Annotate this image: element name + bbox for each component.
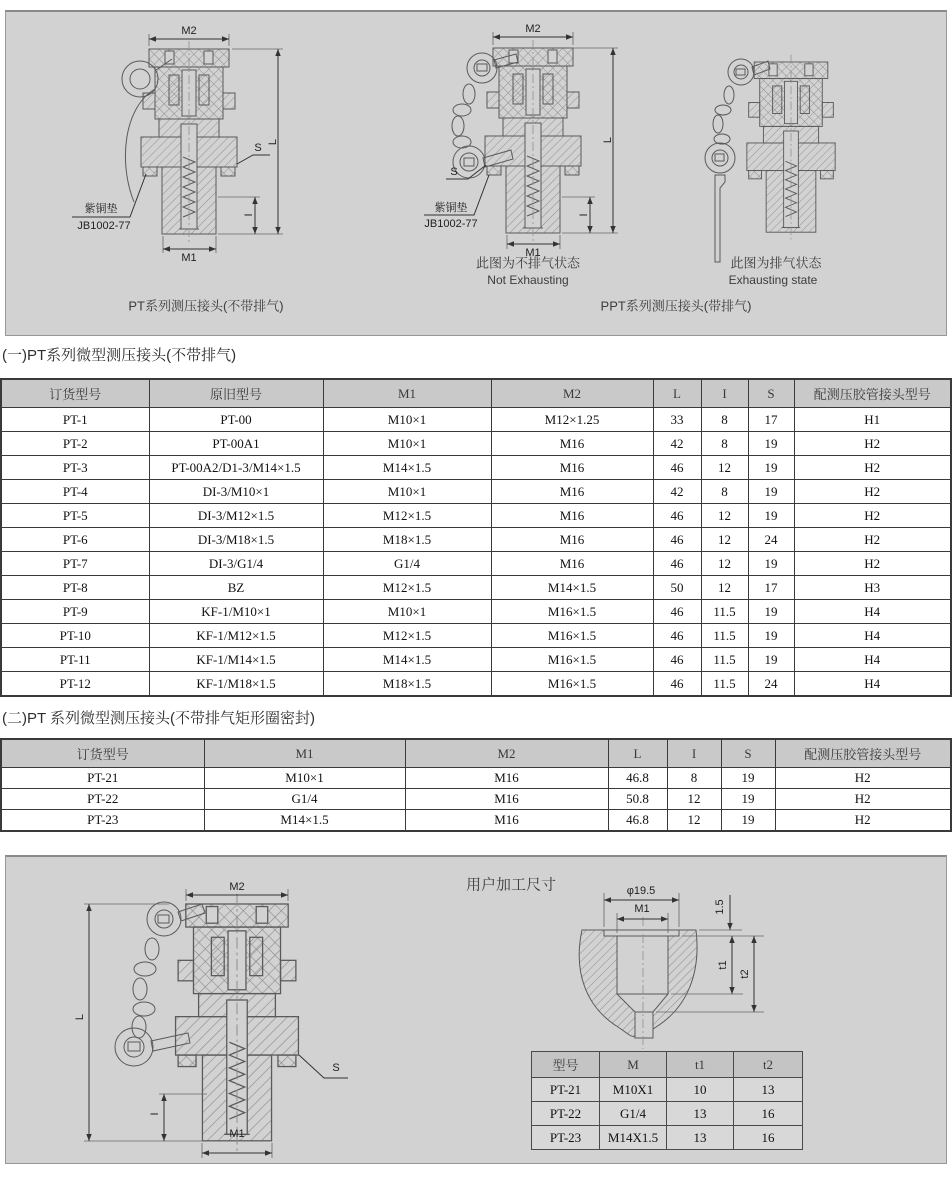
column-header: M2 [405,739,608,768]
washer-standard-label: JB1002-77 [77,220,131,232]
column-header: 配测压胶管接头型号 [775,739,951,768]
table-cell: PT-8 [1,576,149,600]
table-row [1,768,951,789]
table-cell: 13 [667,1126,734,1150]
table-cell: M10×1 [204,768,405,789]
table-cell: PT-7 [1,552,149,576]
table-cell: 19 [748,504,794,528]
table-cell: DI-3/M18×1.5 [149,528,323,552]
column-header: t2 [734,1052,803,1078]
table-cell: M12×1.5 [323,576,491,600]
exhausting-caption-en: Exhausting state [728,273,818,287]
dim-label-l: L [602,136,614,144]
dim-label-m2: M2 [181,25,197,37]
table-cell: PT-00A1 [149,432,323,456]
table-cell: H2 [794,432,951,456]
table-row [1,432,951,456]
exhausting-caption-cn: 此图为排气状态 [730,255,822,271]
table-cell: H4 [794,600,951,624]
dim-label-m1: M1 [229,1128,245,1140]
table-cell: PT-10 [1,624,149,648]
table-cell: 11.5 [701,600,748,624]
table-row [1,624,951,648]
table-cell: M16 [405,789,608,810]
dim-label-i: I [149,1112,161,1116]
table-cell: 46 [653,672,701,697]
table-cell: 46 [653,504,701,528]
table-cell: M10×1 [323,432,491,456]
table-cell: 17 [748,576,794,600]
column-header: 配测压胶管接头型号 [794,379,951,408]
table-cell: 46 [653,600,701,624]
column-header: S [721,739,775,768]
pt-series-spec-table [0,378,952,697]
table-cell: 24 [748,528,794,552]
table-cell: 11.5 [701,648,748,672]
table-row [1,648,951,672]
table-cell: 19 [721,810,775,832]
table-cell: PT-5 [1,504,149,528]
table-cell: M12×1.5 [323,504,491,528]
table-cell: 12 [701,552,748,576]
table-cell: H1 [794,408,951,432]
table-cell: 46.8 [608,810,667,832]
port-dimension-table [531,1051,803,1150]
table-cell: M16 [405,768,608,789]
table-cell: M16×1.5 [491,648,653,672]
table-cell: KF-1/M12×1.5 [149,624,323,648]
table-cell: 13 [667,1102,734,1126]
table-row [1,528,951,552]
table-cell: 19 [748,432,794,456]
table-cell: H4 [794,672,951,697]
table-cell: 19 [748,480,794,504]
table-cell: 10 [667,1078,734,1102]
table-cell: PT-12 [1,672,149,697]
column-header: L [653,379,701,408]
table-cell: 19 [721,768,775,789]
table-cell: PT-3 [1,456,149,480]
table-cell: 19 [748,624,794,648]
table-cell: 19 [748,648,794,672]
table-cell: M16 [491,528,653,552]
table-cell: M16 [491,504,653,528]
table-cell: M16 [491,432,653,456]
table-cell: 11.5 [701,624,748,648]
dim-label-l: L [74,1013,86,1021]
washer-label: 紫铜垫 [84,203,118,215]
table-cell: 19 [748,552,794,576]
table-cell: M16×1.5 [491,672,653,697]
table-cell: PT-00 [149,408,323,432]
table-cell: PT-22 [532,1102,600,1126]
table-cell: KF-1/M14×1.5 [149,648,323,672]
table-cell: 12 [667,789,721,810]
table-cell: 11.5 [701,672,748,697]
column-header: I [701,379,748,408]
table-cell: G1/4 [204,789,405,810]
table-row [1,600,951,624]
column-header: 型号 [532,1052,600,1078]
table-cell: PT-00A2/D1-3/M14×1.5 [149,456,323,480]
table-cell: M10×1 [323,408,491,432]
table-cell: 46 [653,624,701,648]
table-cell: 13 [734,1078,803,1102]
table-cell: M18×1.5 [323,528,491,552]
dim-label-m2: M2 [525,23,541,35]
table-cell: H2 [775,768,951,789]
table-cell: PT-2 [1,432,149,456]
table-cell: M16 [491,456,653,480]
pt-rect-seal-spec-table [0,738,952,832]
table-cell: 12 [701,504,748,528]
dim-label-s: S [332,1062,340,1074]
table-cell: 17 [748,408,794,432]
table-cell: 12 [701,456,748,480]
table-cell: M18×1.5 [323,672,491,697]
table-cell: 8 [701,432,748,456]
dim-label-depth: 1.5 [714,899,726,915]
table-cell: 19 [721,789,775,810]
table-row [532,1126,803,1150]
table-cell: M16 [405,810,608,832]
header-row [532,1052,803,1078]
column-header: 订货型号 [1,739,204,768]
dim-label-dia: φ19.5 [626,885,656,897]
column-header: t1 [667,1052,734,1078]
table-cell: 46 [653,648,701,672]
ppt-series-caption: PPT系列测压接头(带排气) [600,298,752,314]
table-cell: M10X1 [600,1078,667,1102]
dim-label-s: S [450,166,458,178]
table-cell: PT-21 [1,768,204,789]
table-row [1,504,951,528]
table-cell: 19 [748,600,794,624]
ppt-valve-exhausting-drawing [705,55,835,262]
table-cell: H2 [794,552,951,576]
dim-label-m1: M1 [181,252,197,264]
table-cell: M10×1 [323,600,491,624]
table-cell: M14×1.5 [491,576,653,600]
table-cell: M16×1.5 [491,600,653,624]
column-header: 订货型号 [1,379,149,408]
table-cell: 16 [734,1102,803,1126]
table-cell: H2 [794,456,951,480]
table-cell: 12 [701,576,748,600]
table-cell: KF-1/M18×1.5 [149,672,323,697]
dim-label-m2: M2 [229,881,245,893]
dim-label-s: S [254,142,262,154]
pt-series-caption: PT系列测压接头(不带排气) [128,298,284,314]
table-cell: M10×1 [323,480,491,504]
table-cell: 46 [653,552,701,576]
table-cell: PT-9 [1,600,149,624]
table-cell: M14×1.5 [204,810,405,832]
table-row [1,672,951,697]
table-cell: KF-1/M10×1 [149,600,323,624]
table-cell: H2 [775,789,951,810]
table-row [1,789,951,810]
washer-standard-label: JB1002-77 [424,218,478,230]
column-header: M1 [204,739,405,768]
table-cell: M16×1.5 [491,624,653,648]
washer-label: 紫铜垫 [434,202,468,214]
section2-title: (二)PT 系列微型测压接头(不带排气矩形圈密封) [2,710,316,727]
table-cell: 46 [653,528,701,552]
table-cell: 50 [653,576,701,600]
table-cell: 16 [734,1126,803,1150]
column-header: M [600,1052,667,1078]
table-cell: M14×1.5 [323,648,491,672]
column-header: 原旧型号 [149,379,323,408]
table-row [1,456,951,480]
table-row [1,408,951,432]
table-cell: G1/4 [600,1102,667,1126]
table-cell: M14X1.5 [600,1126,667,1150]
table-cell: PT-11 [1,648,149,672]
table-cell: 46.8 [608,768,667,789]
table-cell: H2 [775,810,951,832]
table-cell: 8 [701,480,748,504]
table-cell: PT-6 [1,528,149,552]
table-cell: M12×1.25 [491,408,653,432]
table-cell: 24 [748,672,794,697]
table-cell: 12 [667,810,721,832]
pt-rect-seal-valve-drawing [84,889,348,1158]
section1-title: (一)PT系列微型测压接头(不带排气) [2,347,237,364]
table-cell: 8 [667,768,721,789]
user-machining-title: 用户加工尺寸 [465,876,557,894]
table-cell: 12 [701,528,748,552]
table-cell: H2 [794,480,951,504]
table-row [1,576,951,600]
table-cell: H2 [794,504,951,528]
table-row [532,1102,803,1126]
port-machining-drawing [579,893,764,1049]
dim-label-t2: t2 [739,969,751,979]
table-cell: M16 [491,552,653,576]
table-cell: 19 [748,456,794,480]
table-cell: 42 [653,432,701,456]
table-cell: H3 [794,576,951,600]
not-exhausting-caption-en: Not Exhausting [487,273,569,287]
table-cell: PT-22 [1,789,204,810]
top-drawings-panel [5,10,947,336]
table-cell: DI-3/M10×1 [149,480,323,504]
table-cell: G1/4 [323,552,491,576]
dim-label-m1: M1 [634,903,650,915]
table-cell: H4 [794,624,951,648]
table-cell: 42 [653,480,701,504]
dim-label-l: L [267,138,279,146]
pt21-drawing-and-port [6,857,946,1161]
table-cell: 33 [653,408,701,432]
dim-label-i: I [243,213,255,217]
column-header: M1 [323,379,491,408]
table-cell: PT-23 [1,810,204,832]
dim-label-t1: t1 [717,960,729,970]
table-cell: PT-21 [532,1078,600,1102]
table-cell: PT-1 [1,408,149,432]
table-cell: 8 [701,408,748,432]
table-cell: DI-3/M12×1.5 [149,504,323,528]
table-cell: PT-4 [1,480,149,504]
table-row [1,480,951,504]
table-cell: BZ [149,576,323,600]
column-header: I [667,739,721,768]
table-cell: H4 [794,648,951,672]
column-header: L [608,739,667,768]
header-row [1,379,951,408]
bottom-drawings-panel [5,855,947,1164]
header-row [1,739,951,768]
table-row [1,552,951,576]
table-cell: PT-23 [532,1126,600,1150]
column-header: S [748,379,794,408]
table-cell: H2 [794,528,951,552]
table-cell: 50.8 [608,789,667,810]
table-row [1,810,951,832]
column-header: M2 [491,379,653,408]
table-cell: M12×1.5 [323,624,491,648]
dim-label-i: I [578,213,590,217]
table-cell: DI-3/G1/4 [149,552,323,576]
not-exhausting-caption-cn: 此图为不排气状态 [475,255,581,271]
table-cell: M16 [491,480,653,504]
table-cell: M14×1.5 [323,456,491,480]
dim-label-m1: M1 [525,247,541,259]
table-row [532,1078,803,1102]
table-cell: 46 [653,456,701,480]
